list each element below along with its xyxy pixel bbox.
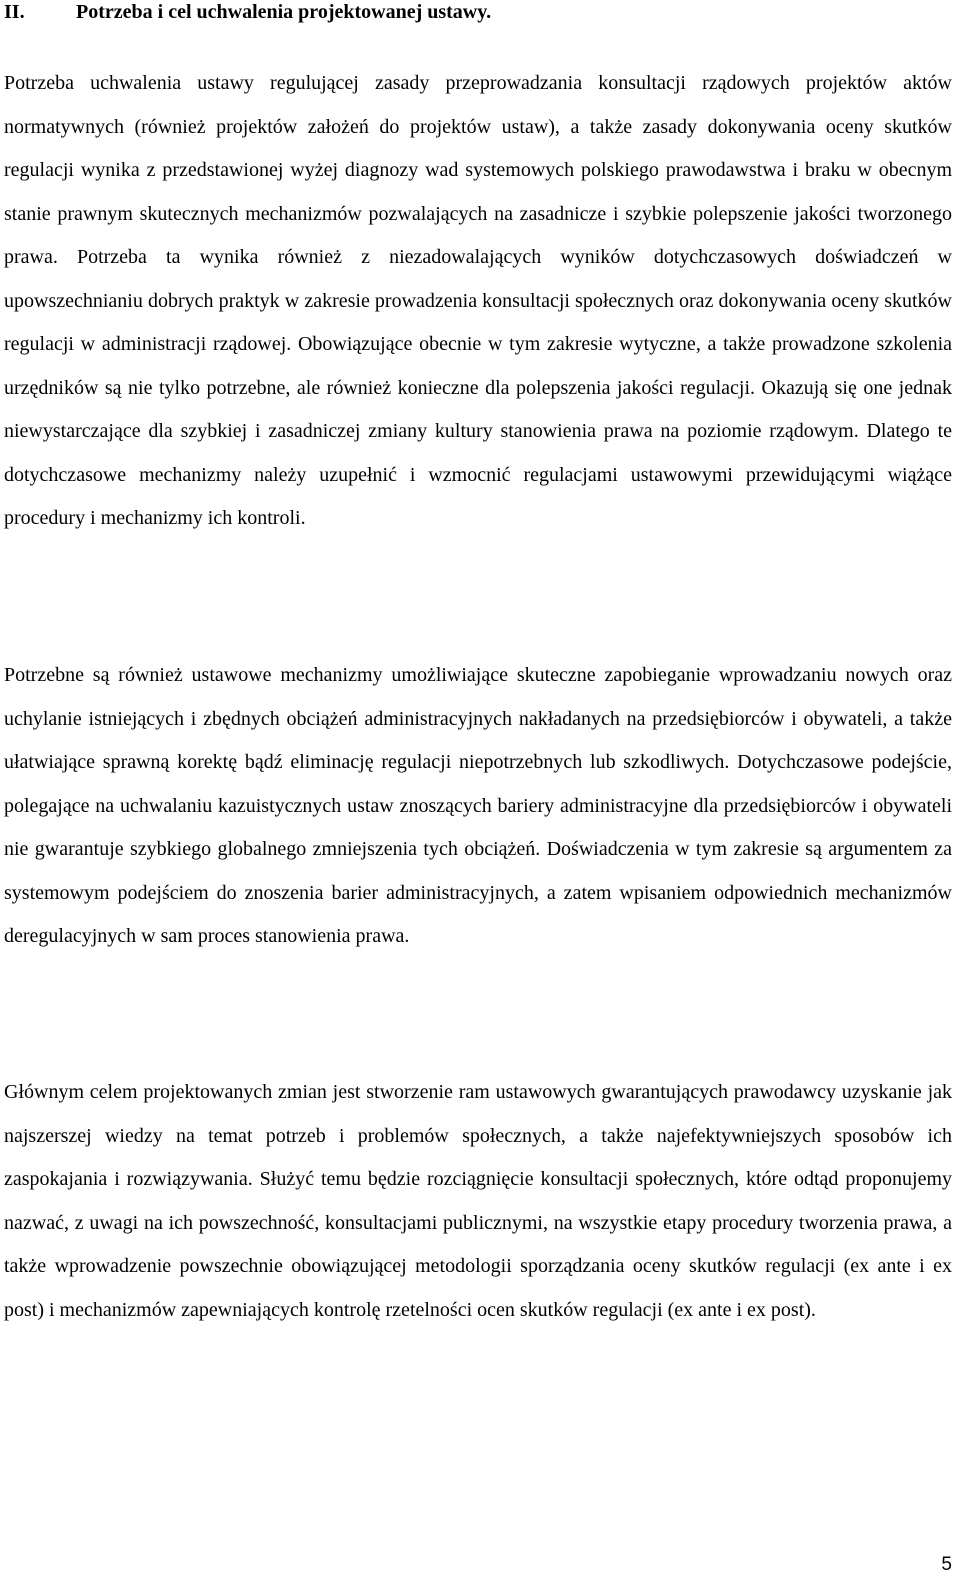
paragraph-goal: Głównym celem projektowanych zmian jest stworzenie ram ustawowych gwarantujących prawodawcy uzyskanie jak najszerszej wiedzy na temat potrzeb i problemów społecznych, a także najefektywniejszych sposobów ich zaspokajania i rozwiązywania. Służyć temu będzie rozciągnięcie konsultacji społecznych, które odtąd proponujemy nazwać, z uwagi na ich powszechność, konsultacjami publicznymi, na wszystkie etapy procedury tworzenia prawa, a także wprowadzenie powszechnie obowiązującej metodologii sporządzania oceny skutków regulacji (ex ante i ex post) i mechanizmów zapewniających kontrolę rzetelności ocen skutków regulacji (ex ante i ex post). (4, 1081, 952, 1321)
section-title: Potrzeba i cel uchwalenia projektowanej ustawy. (76, 1, 492, 23)
paragraph-need: Potrzeba uchwalenia ustawy regulującej zasady przeprowadzania konsultacji rządowych projektów aktów normatywnych (również projektów założeń do projektów ustaw), a także zasady dokonywania oceny skutków regulacji wynika z przedstawionej wyżej diagnozy wad systemowych polskiego prawodawstwa i braku w obecnym stanie prawnym skutecznych mechanizmów pozwalających na zasadnicze i szybkie polepszenie jakości tworzonego prawa. Potrzeba ta wynika również z niezadowalających wyników dotychczasowych doświadczeń w upowszechnianiu dobrych praktyk w zakresie prowadzenia konsultacji społecznych oraz dokonywania oceny skutków regulacji w administracji rządowej. Obowiązujące obecnie w tym zakresie wytyczne, a także prowadzone szkolenia urzędników są nie tylko potrzebne, ale również konieczne dla polepszenia jakości regulacji. Okazują się one jednak niewystarczające dla szybkiej i zasadniczej zmiany kultury stanowienia prawa na poziomie rządowym. Dlatego te dotychczasowe mechanizmy należy uzupełnić i wzmocnić regulacjami ustawowymi przewidującymi wiążące procedury i mechanizmy ich kontroli. (4, 72, 952, 529)
section-number: II. (4, 1, 25, 23)
paragraph-mechanisms: Potrzebne są również ustawowe mechanizmy umożliwiające skuteczne zapobieganie wprowadzaniu nowych oraz uchylanie istniejących i zbędnych obciążeń administracyjnych nakładanych na przedsiębiorców i obywateli, a także ułatwiające sprawną korektę bądź eliminację regulacji niepotrzebnych lub szkodliwych. Dotychczasowe podejście, polegające na uchwalaniu kazuistycznych ustaw znoszących bariery administracyjne dla przedsiębiorców i obywateli nie gwarantuje szybkiego globalnego zmniejszenia tych obciążeń. Doświadczenia w tym zakresie są argumentem za systemowym podejściem do znoszenia barier administracyjnych, a zatem wpisaniem odpowiednich mechanizmów deregulacyjnych w sam proces stanowienia prawa. (4, 664, 952, 947)
section-heading (4, 0, 491, 24)
page-number: 5 (941, 1554, 952, 1575)
